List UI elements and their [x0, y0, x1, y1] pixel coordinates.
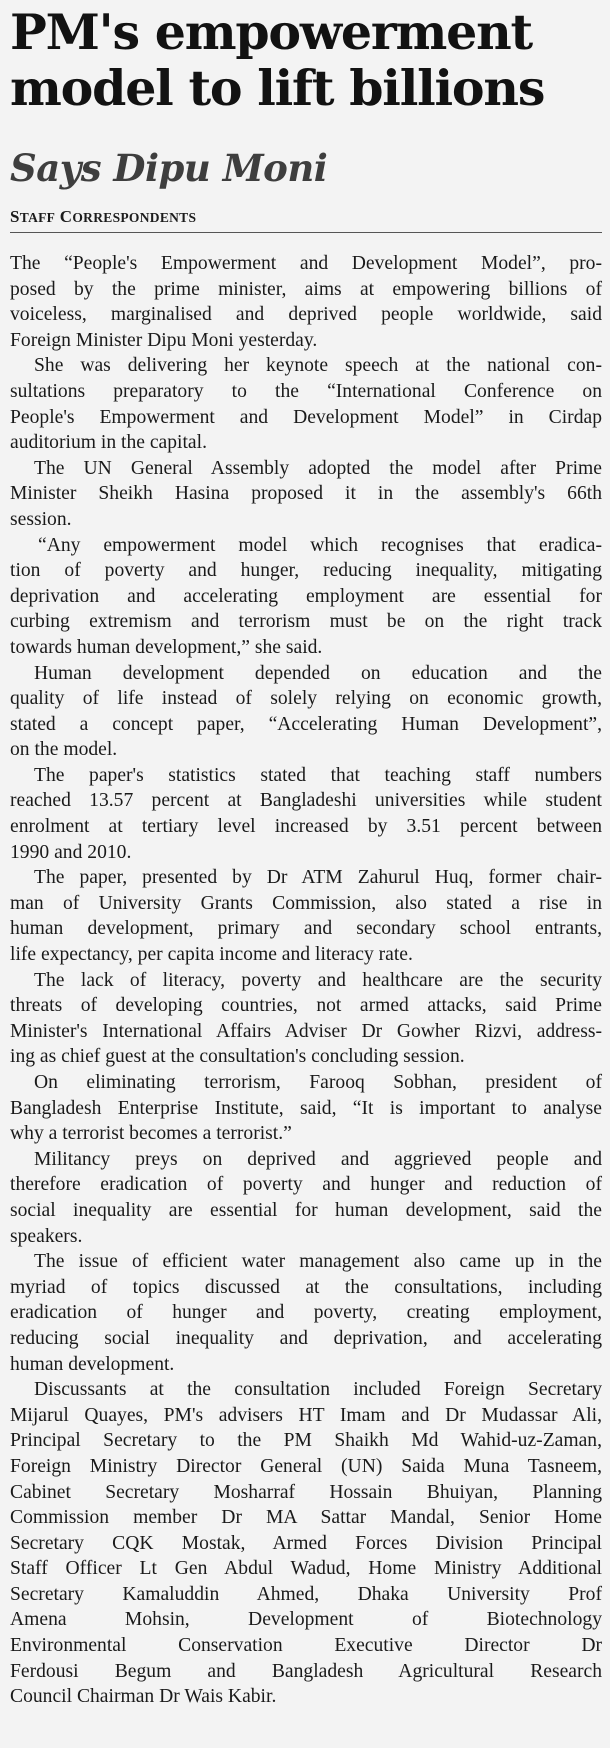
- paragraph: [10, 456, 602, 533]
- headline-line: model to lift billions: [10, 59, 545, 117]
- paragraph-line: threats of developing countries, not armed attacks, said Prime: [10, 995, 602, 1017]
- paragraph-line: Staff Officer Lt Gen Abdul Wadud, Home Ministry Additional: [10, 1558, 602, 1580]
- article-body: [10, 251, 602, 1710]
- paragraph-line: The issue of efficient water management also came up in the: [34, 1251, 602, 1273]
- paragraph-line: therefore eradication of poverty and hunger and reduction of: [10, 1174, 602, 1196]
- paragraph-line: Human development depended on education and the: [34, 662, 602, 684]
- paragraph-line: The lack of literacy, poverty and healthcare are the security: [34, 969, 602, 991]
- subheadline: Says Dipu Moni: [10, 146, 328, 190]
- paragraph-line: People's Empowerment and Development Model” in Cirdap: [10, 406, 602, 428]
- paragraph-line: Foreign Minister Dipu Moni yesterday.: [10, 329, 318, 351]
- paragraph-line: quality of life instead of solely relying on economic growth,: [10, 688, 602, 710]
- paragraph-line: Secretary CQK Mostak, Armed Forces Division Principal: [10, 1532, 602, 1554]
- paragraph: [10, 1070, 602, 1147]
- paragraph-line: Commission member Dr MA Sattar Mandal, Senior Home: [10, 1507, 602, 1529]
- paragraph: [10, 968, 602, 1070]
- paragraph-line: speakers.: [10, 1225, 83, 1247]
- paragraph-line: human development, primary and secondary school entrants,: [10, 918, 602, 940]
- paragraph: [10, 661, 602, 763]
- paragraph-line: Mijarul Quayes, PM's advisers HT Imam and Dr Mudassar Ali,: [10, 1404, 602, 1426]
- paragraph-line: posed by the prime minister, aims at empowering billions of: [10, 278, 602, 300]
- byline-initial: S: [10, 207, 20, 226]
- paragraph-line: The UN General Assembly adopted the model after Prime: [34, 457, 602, 479]
- paragraph-line: life expectancy, per capita income and literacy rate.: [10, 944, 413, 966]
- paragraph-line: On eliminating terrorism, Farooq Sobhan, president of: [34, 1072, 602, 1093]
- byline: [10, 206, 196, 229]
- paragraph: [10, 1377, 602, 1710]
- paragraph-line: Militancy preys on deprived and aggrieved people and: [34, 1148, 602, 1170]
- paragraph-line: deprivation and accelerating employment are essential for: [10, 585, 602, 607]
- paragraph-line: The paper, presented by Dr ATM Zahurul Huq, former chair-: [34, 867, 602, 889]
- paragraph-line: Council Chairman Dr Wais Kabir.: [10, 1686, 277, 1708]
- paragraph-line: social inequality are essential for human development, said the: [10, 1199, 602, 1221]
- paragraph-line: myriad of topics discussed at the consultations, including: [10, 1276, 602, 1298]
- paragraph-line: curbing extremism and terrorism must be on the right track: [10, 611, 602, 633]
- paragraph-line: 1990 and 2010.: [10, 841, 132, 863]
- paragraph-line: session.: [10, 508, 72, 530]
- paragraph-line: Ferdousi Begum and Bangladesh Agricultural Research: [10, 1660, 602, 1682]
- paragraph-line: eradication of hunger and poverty, creating employment,: [10, 1302, 602, 1324]
- paragraph-line: enrolment at tertiary level increased by 3.51 percent between: [10, 816, 602, 838]
- paragraph: [10, 865, 602, 967]
- headline: [10, 4, 606, 116]
- paragraph: [10, 763, 602, 865]
- paragraph-line: The “People's Empowerment and Development Model”, pro-: [10, 253, 602, 274]
- paragraph-line: towards human development,” she said.: [10, 636, 323, 658]
- byline-divider: [10, 232, 602, 233]
- paragraph-line: She was delivering her keynote speech at the national con-: [34, 355, 602, 377]
- paragraph-line: Minister's International Affairs Adviser Dr Gowher Rizvi, address-: [10, 1020, 602, 1042]
- paragraph-line: ing as chief guest at the consultation's concluding session.: [10, 1046, 465, 1068]
- paragraph-line: reached 13.57 percent at Bangladeshi universities while student: [10, 790, 602, 812]
- paragraph-line: Principal Secretary to the PM Shaikh Md Wahid-uz-Zaman,: [10, 1430, 602, 1452]
- paragraph-line: Foreign Ministry Director General (UN) Saida Muna Tasneem,: [10, 1455, 602, 1477]
- paragraph-line: tion of poverty and hunger, reducing inequality, mitigating: [10, 560, 602, 582]
- paragraph-line: Secretary Kamaluddin Ahmed, Dhaka University Prof: [10, 1583, 602, 1605]
- headline-line: PM's empowerment: [10, 3, 532, 61]
- paragraph-line: sultations preparatory to the “International Conference on: [10, 380, 602, 402]
- paragraph-line: “Any empowerment model which recognises that eradica-: [38, 534, 602, 556]
- paragraph-line: on the model.: [10, 739, 118, 761]
- paragraph-line: The paper's statistics stated that teaching staff numbers: [34, 764, 602, 786]
- paragraph-line: voiceless, marginalised and deprived people worldwide, said: [10, 304, 602, 326]
- paragraph-line: Discussants at the consultation included Foreign Secretary: [34, 1379, 602, 1401]
- paragraph-line: stated a concept paper, “Accelerating Human Development”,: [10, 713, 602, 735]
- paragraph-line: auditorium in the capital.: [10, 432, 207, 454]
- paragraph-line: human development.: [10, 1353, 175, 1375]
- paragraph-line: Cabinet Secretary Mosharraf Hossain Bhuiyan, Planning: [10, 1481, 602, 1503]
- paragraph: [10, 353, 602, 455]
- paragraph: [10, 251, 602, 353]
- paragraph: [10, 533, 602, 661]
- byline-small-caps: ORRESPONDENTS: [72, 210, 197, 225]
- paragraph-line: Bangladesh Enterprise Institute, said, “It is important to analyse: [10, 1097, 602, 1119]
- paragraph-line: Environmental Conservation Executive Director Dr: [10, 1635, 602, 1657]
- paragraph: [10, 1249, 602, 1377]
- paragraph-line: Minister Sheikh Hasina proposed it in the assembly's 66th: [10, 483, 602, 505]
- paragraph: [10, 1147, 602, 1249]
- paragraph-line: man of University Grants Commission, also stated a rise in: [10, 892, 602, 914]
- paragraph-line: Amena Mohsin, Development of Biotechnology: [10, 1609, 602, 1631]
- byline-small-caps: TAFF: [19, 210, 56, 225]
- byline-initial: C: [59, 207, 73, 226]
- paragraph-line: reducing social inequality and deprivation, and accelerating: [10, 1327, 602, 1349]
- paragraph-line: why a terrorist becomes a terrorist.”: [10, 1123, 292, 1145]
